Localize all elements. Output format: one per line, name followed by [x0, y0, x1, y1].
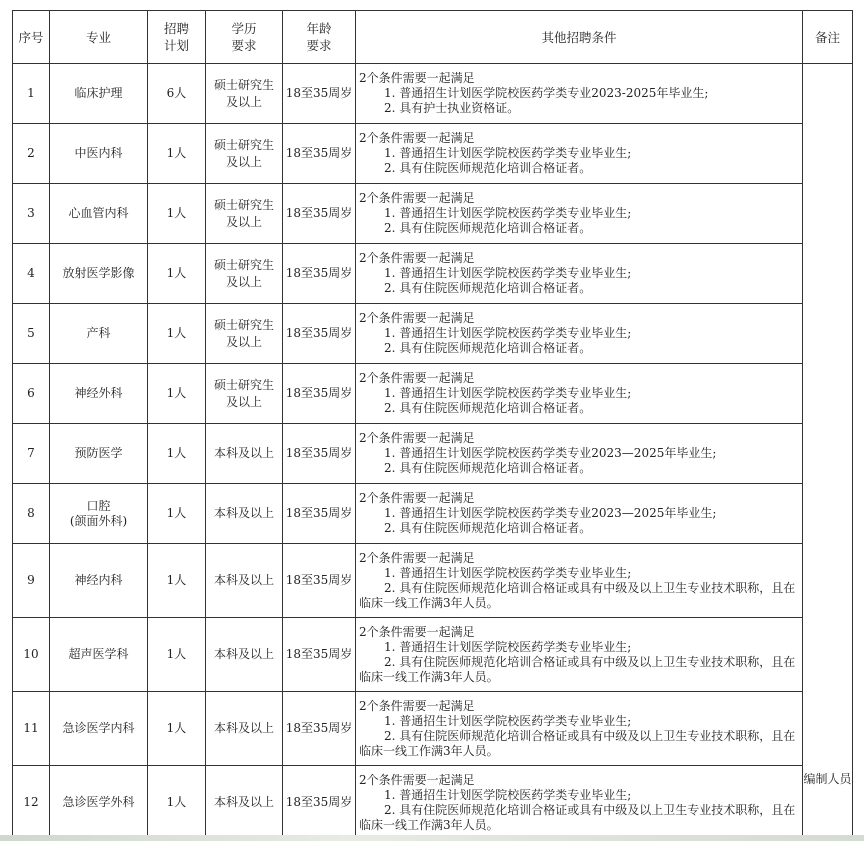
cell-conditions: [356, 484, 803, 544]
condition-2: 2. 具有住院医师规范化培训合格证者。: [384, 521, 592, 535]
condition-intro: 2个条件需要一起满足: [359, 131, 475, 145]
cell-major: 放射医学影像: [50, 244, 148, 304]
condition-2: 2. 具有住院医师规范化培训合格证者。: [384, 401, 592, 415]
cell-plan: 1人: [148, 124, 206, 184]
cell-age: 18至35周岁: [283, 124, 356, 184]
condition-1: 1. 普通招生计划医学院校医药学类专业毕业生;: [384, 206, 632, 220]
condition-intro: 2个条件需要一起满足: [359, 625, 475, 639]
condition-1: 1. 普通招生计划医学院校医药学类专业毕业生;: [384, 788, 632, 802]
cell-major: 神经外科: [50, 364, 148, 424]
table-row: [13, 364, 853, 424]
condition-2: 2. 具有护士执业资格证。: [384, 101, 520, 115]
condition-intro: 2个条件需要一起满足: [359, 371, 475, 385]
cell-major: 超声医学科: [50, 618, 148, 692]
cell-conditions: [356, 364, 803, 424]
cell-conditions: [356, 424, 803, 484]
cell-plan: 1人: [148, 692, 206, 766]
header-edu: 学历要求: [206, 11, 283, 64]
table-row: [13, 544, 853, 618]
cell-edu: 硕士研究生及以上: [206, 304, 283, 364]
cell-conditions: [356, 544, 803, 618]
cell-age: 18至35周岁: [283, 64, 356, 124]
condition-intro: 2个条件需要一起满足: [359, 551, 475, 565]
cell-conditions: [356, 124, 803, 184]
header-cond: 其他招聘条件: [356, 11, 803, 64]
cell-conditions: [356, 304, 803, 364]
condition-2: 2. 具有住院医师规范化培训合格证或具有中级及以上卫生专业技术职称，且在临床一线工作满3年人员。: [359, 655, 796, 684]
condition-1: 1. 普通招生计划医学院校医药学类专业毕业生;: [384, 146, 632, 160]
cell-seq: 11: [13, 692, 50, 766]
cell-age: 18至35周岁: [283, 244, 356, 304]
cell-edu: 硕士研究生及以上: [206, 184, 283, 244]
cell-conditions: [356, 692, 803, 766]
cell-seq: 12: [13, 766, 50, 840]
cell-plan: 1人: [148, 766, 206, 840]
cell-seq: 7: [13, 424, 50, 484]
condition-2: 2. 具有住院医师规范化培训合格证者。: [384, 461, 592, 475]
cell-edu: 硕士研究生及以上: [206, 364, 283, 424]
condition-2: 2. 具有住院医师规范化培训合格证者。: [384, 341, 592, 355]
cell-seq: 2: [13, 124, 50, 184]
table-row: [13, 424, 853, 484]
table-row: [13, 184, 853, 244]
cell-plan: 1人: [148, 484, 206, 544]
condition-intro: 2个条件需要一起满足: [359, 431, 475, 445]
cell-conditions: [356, 184, 803, 244]
cell-major: 神经内科: [50, 544, 148, 618]
condition-intro: 2个条件需要一起满足: [359, 191, 475, 205]
condition-intro: 2个条件需要一起满足: [359, 773, 475, 787]
cell-major: 急诊医学内科: [50, 692, 148, 766]
cell-age: 18至35周岁: [283, 304, 356, 364]
cell-edu: 本科及以上: [206, 692, 283, 766]
cell-seq: 6: [13, 364, 50, 424]
condition-1: 1. 普通招生计划医学院校医药学类专业毕业生;: [384, 714, 632, 728]
cell-edu: 硕士研究生及以上: [206, 244, 283, 304]
table-row: [13, 64, 853, 124]
cell-age: 18至35周岁: [283, 184, 356, 244]
cell-plan: 1人: [148, 544, 206, 618]
header-seq: 序号: [13, 11, 50, 64]
bottom-strip: [0, 835, 864, 841]
cell-seq: 5: [13, 304, 50, 364]
condition-1: 1. 普通招生计划医学院校医药学类专业毕业生;: [384, 326, 632, 340]
cell-age: 18至35周岁: [283, 766, 356, 840]
cell-age: 18至35周岁: [283, 544, 356, 618]
cell-major: 急诊医学外科: [50, 766, 148, 840]
cell-seq: 8: [13, 484, 50, 544]
condition-1: 1. 普通招生计划医学院校医药学类专业2023—2025年毕业生;: [384, 446, 717, 460]
condition-2: 2. 具有住院医师规范化培训合格证或具有中级及以上卫生专业技术职称，且在临床一线工作满3年人员。: [359, 581, 796, 610]
header-major: 专业: [50, 11, 148, 64]
cell-conditions: [356, 766, 803, 840]
header-row: [13, 11, 853, 64]
header-plan: 招聘计划: [148, 11, 206, 64]
condition-2: 2. 具有住院医师规范化培训合格证或具有中级及以上卫生专业技术职称，且在临床一线工作满3年人员。: [359, 729, 796, 758]
cell-age: 18至35周岁: [283, 618, 356, 692]
cell-seq: 10: [13, 618, 50, 692]
cell-major: 预防医学: [50, 424, 148, 484]
condition-2: 2. 具有住院医师规范化培训合格证者。: [384, 221, 592, 235]
cell-plan: 1人: [148, 304, 206, 364]
table-row: [13, 692, 853, 766]
cell-conditions: [356, 64, 803, 124]
recruitment-table: [12, 10, 853, 840]
cell-major: [50, 484, 148, 544]
cell-plan: 6人: [148, 64, 206, 124]
table-row: [13, 618, 853, 692]
cell-edu: 本科及以上: [206, 544, 283, 618]
cell-edu: 硕士研究生及以上: [206, 124, 283, 184]
table-row: [13, 124, 853, 184]
cell-plan: 1人: [148, 424, 206, 484]
cell-edu: 本科及以上: [206, 424, 283, 484]
cell-edu: 硕士研究生及以上: [206, 64, 283, 124]
cell-plan: 1人: [148, 364, 206, 424]
condition-intro: 2个条件需要一起满足: [359, 251, 475, 265]
condition-2: 2. 具有住院医师规范化培训合格证或具有中级及以上卫生专业技术职称，且在临床一线工作满3年人员。: [359, 803, 796, 832]
major-subtitle: (颌面外科): [69, 513, 128, 528]
cell-conditions: [356, 618, 803, 692]
cell-edu: 本科及以上: [206, 484, 283, 544]
cell-plan: 1人: [148, 618, 206, 692]
condition-1: 1. 普通招生计划医学院校医药学类专业2023-2025年毕业生;: [384, 86, 709, 100]
condition-2: 2. 具有住院医师规范化培训合格证者。: [384, 161, 592, 175]
cell-seq: 9: [13, 544, 50, 618]
table-row: [13, 244, 853, 304]
cell-major: 产科: [50, 304, 148, 364]
condition-intro: 2个条件需要一起满足: [359, 699, 475, 713]
condition-1: 1. 普通招生计划医学院校医药学类专业毕业生;: [384, 640, 632, 654]
table-row: [13, 484, 853, 544]
cell-conditions: [356, 244, 803, 304]
header-note: 备注: [803, 11, 853, 64]
cell-edu: 本科及以上: [206, 618, 283, 692]
condition-2: 2. 具有住院医师规范化培训合格证者。: [384, 281, 592, 295]
condition-1: 1. 普通招生计划医学院校医药学类专业毕业生;: [384, 566, 632, 580]
cell-note: 编制人员: [803, 64, 853, 840]
condition-intro: 2个条件需要一起满足: [359, 311, 475, 325]
cell-age: 18至35周岁: [283, 692, 356, 766]
cell-age: 18至35周岁: [283, 484, 356, 544]
condition-1: 1. 普通招生计划医学院校医药学类专业毕业生;: [384, 386, 632, 400]
cell-seq: 1: [13, 64, 50, 124]
cell-age: 18至35周岁: [283, 364, 356, 424]
cell-major: 中医内科: [50, 124, 148, 184]
condition-intro: 2个条件需要一起满足: [359, 71, 475, 85]
table-row: [13, 766, 853, 840]
cell-major: 临床护理: [50, 64, 148, 124]
cell-plan: 1人: [148, 244, 206, 304]
condition-intro: 2个条件需要一起满足: [359, 491, 475, 505]
cell-major: 心血管内科: [50, 184, 148, 244]
table-row: [13, 304, 853, 364]
condition-1: 1. 普通招生计划医学院校医药学类专业毕业生;: [384, 266, 632, 280]
cell-age: 18至35周岁: [283, 424, 356, 484]
cell-seq: 3: [13, 184, 50, 244]
major-name: 口腔: [86, 498, 111, 513]
cell-seq: 4: [13, 244, 50, 304]
cell-plan: 1人: [148, 184, 206, 244]
condition-1: 1. 普通招生计划医学院校医药学类专业2023—2025年毕业生;: [384, 506, 717, 520]
cell-edu: 本科及以上: [206, 766, 283, 840]
header-age: 年龄要求: [283, 11, 356, 64]
